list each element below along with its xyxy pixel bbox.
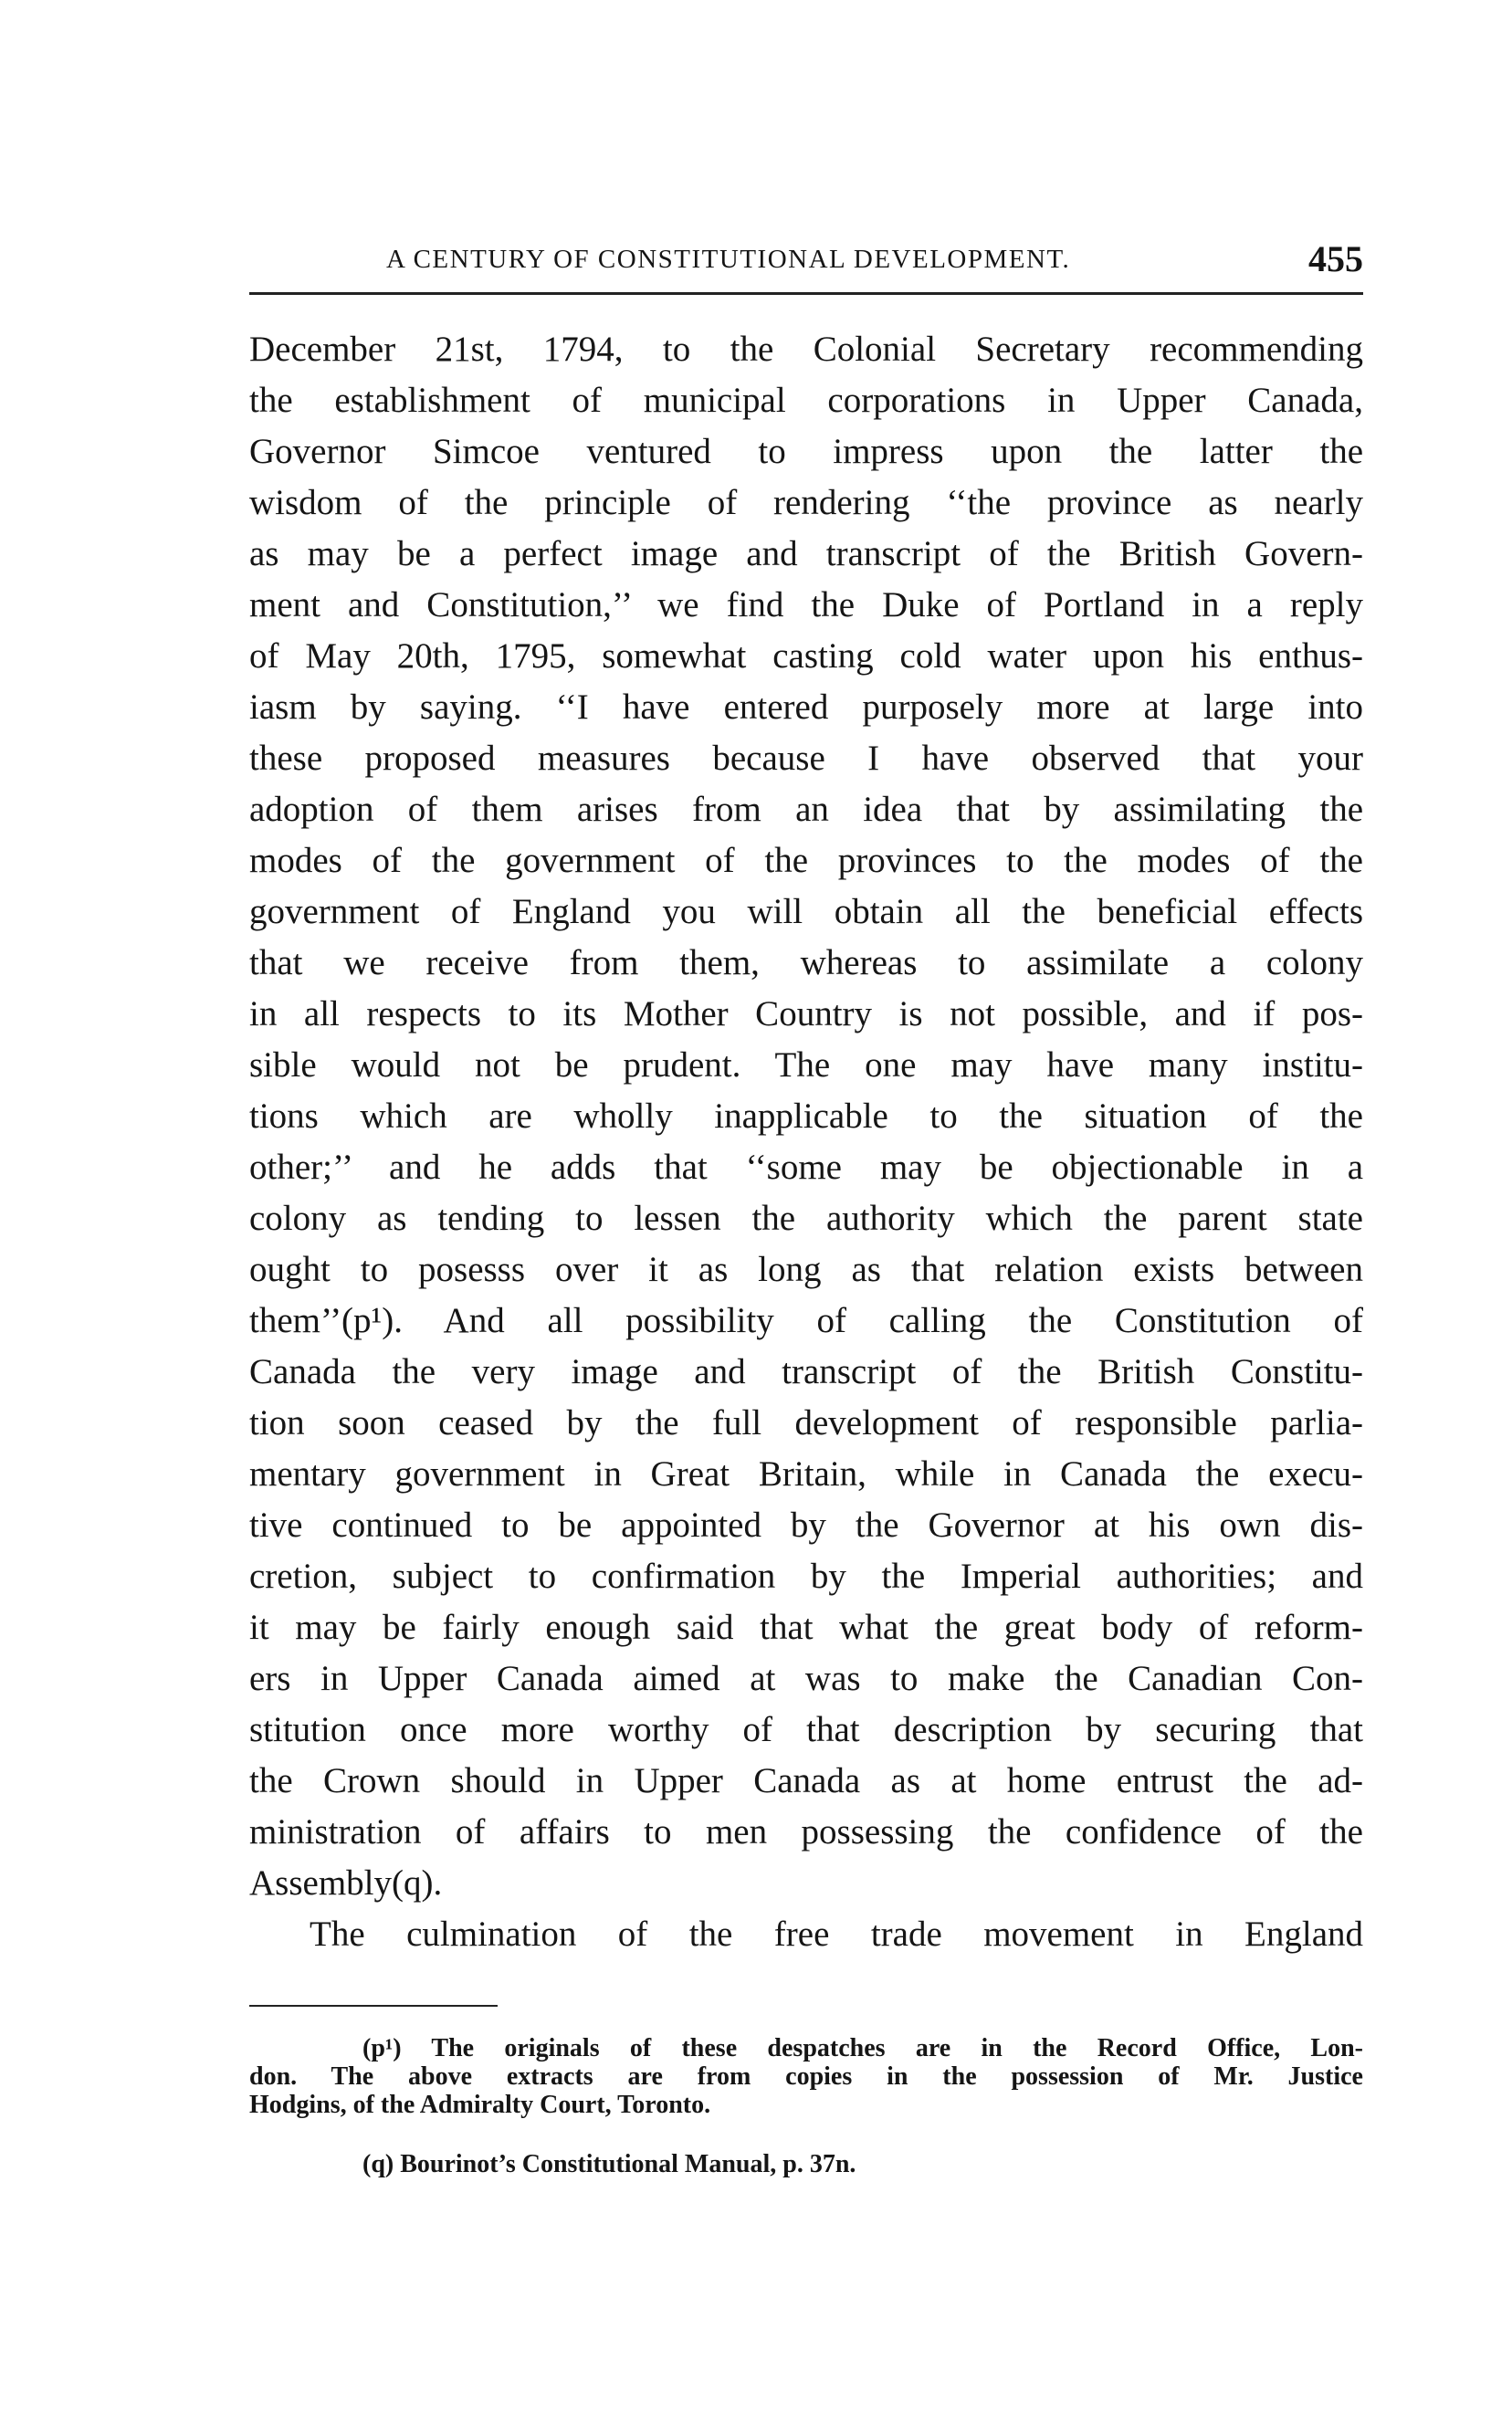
body-line-paragraph-end: Assembly(q).: [249, 1863, 443, 1903]
body-line: it may be fairly enough said that what the great body of reform-: [249, 1608, 1363, 1647]
running-head: A CENTURY OF CONSTITUTIONAL DEVELOPMENT.: [386, 245, 1071, 274]
body-line: that we receive from them, whereas to assimilate a colony: [249, 943, 1363, 982]
body-line: these proposed measures because I have observed that your: [249, 739, 1363, 778]
body-line: tive continued to be appointed by the Governor at his own dis-: [249, 1506, 1363, 1545]
body-line: iasm by saying. ‘‘I have entered purposely more at large into: [249, 687, 1363, 727]
footnote-p1-line: don. The above extracts are from copies in the possession of Mr. Justice: [249, 2062, 1363, 2091]
footnote-gap: [249, 2119, 1363, 2150]
body-line: the establishment of municipal corporations in Upper Canada,: [249, 381, 1363, 420]
body-line: Canada the very image and transcript of the British Constitu-: [249, 1352, 1363, 1391]
body-line: ers in Upper Canada aimed at was to make the Canadian Con-: [249, 1659, 1363, 1698]
body-line: ministration of affairs to men possessing the confidence of the: [249, 1812, 1363, 1852]
footnote-p1-line: Hodgins, of the Admiralty Court, Toronto.: [249, 2091, 711, 2119]
page-number: 455: [1308, 238, 1363, 279]
body-line: December 21st, 1794, to the Colonial Secretary recommending: [249, 330, 1363, 369]
body-line-paragraph-start: The culmination of the free trade movement in England: [310, 1915, 1363, 1954]
body-line: the Crown should in Upper Canada as at home entrust the ad-: [249, 1761, 1363, 1800]
body-line: adoption of them arises from an idea that by assimilating the: [249, 790, 1363, 829]
body-line: mentary government in Great Britain, while in Canada the execu-: [249, 1454, 1363, 1494]
body-line: other;’’ and he adds that ‘‘some may be objectionable in a: [249, 1148, 1363, 1187]
header-rule: [249, 292, 1363, 295]
body-line: cretion, subject to confirmation by the Imperial authorities; and: [249, 1557, 1363, 1596]
footnote-q: (q) Bourinot’s Constitutional Manual, p. 37n.: [362, 2150, 856, 2178]
body-text: [249, 324, 1363, 1960]
body-line: colony as tending to lessen the authority which the parent state: [249, 1199, 1363, 1238]
body-line: as may be a perfect image and transcript of the British Govern-: [249, 534, 1363, 573]
body-line: modes of the government of the provinces to the modes of the: [249, 841, 1363, 880]
body-line: tion soon ceased by the full development of responsible parlia-: [249, 1403, 1363, 1443]
footnote-rule: [249, 2005, 498, 2007]
body-line: ment and Constitution,’’ we find the Duke of Portland in a reply: [249, 585, 1363, 624]
footnotes: [249, 2034, 1363, 2178]
page-header: [249, 228, 1363, 292]
body-line: in all respects to its Mother Country is not possible, and if pos-: [249, 994, 1363, 1033]
body-line: stitution once more worthy of that description by securing that: [249, 1710, 1363, 1749]
body-line: sible would not be prudent. The one may have many institu-: [249, 1045, 1363, 1085]
body-line: Governor Simcoe ventured to impress upon the latter the: [249, 432, 1363, 471]
body-line: of May 20th, 1795, somewhat casting cold water upon his enthus-: [249, 636, 1363, 676]
body-line: tions which are wholly inapplicable to the situation of the: [249, 1096, 1363, 1136]
body-line: ought to posesss over it as long as that relation exists between: [249, 1250, 1363, 1289]
body-line: government of England you will obtain all the beneficial effects: [249, 892, 1363, 931]
body-line: them’’(p¹). And all possibility of calling the Constitution of: [249, 1301, 1363, 1340]
body-line: wisdom of the principle of rendering ‘‘the province as nearly: [249, 483, 1363, 522]
footnote-p1-line: (p¹) The originals of these despatches are in the Record Office, Lon-: [362, 2034, 1363, 2062]
